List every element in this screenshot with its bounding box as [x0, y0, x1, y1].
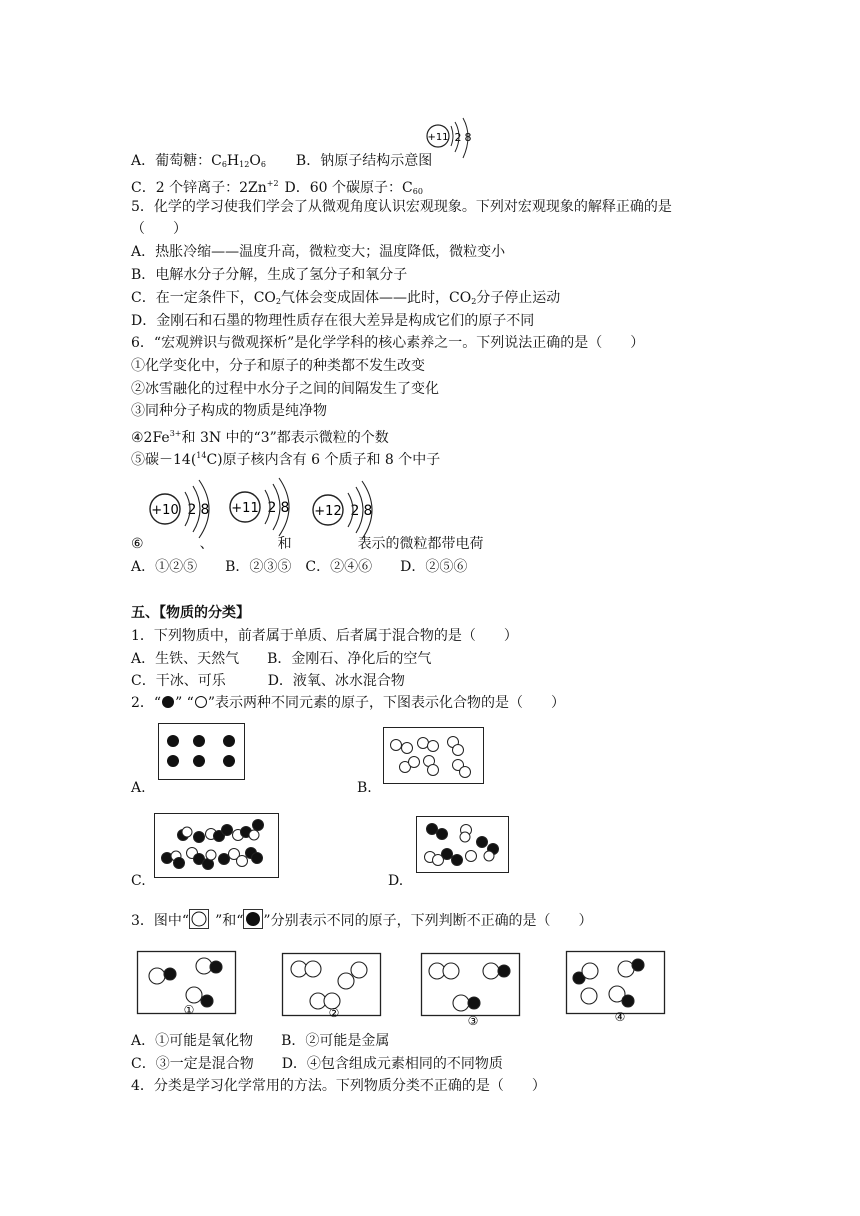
s5-q1-options-ab[interactable]: A．生铁、天然气 B．金刚石、净化后的空气 — [131, 651, 432, 667]
nucleus-label: +11 — [427, 132, 449, 143]
q6-statement-6: ⑥ 、 和 表示的微粒都带电荷 — [131, 536, 484, 552]
white-atom-icon — [189, 909, 209, 929]
section-title: 五、【物质的分类】 — [131, 605, 250, 621]
svg-text:2: 2 — [267, 500, 277, 516]
q5-option-d[interactable]: D．金刚石和石墨的物理性质存在很大差异是构成它们的原子不同 — [131, 313, 535, 329]
q2-label-b: B. — [357, 780, 372, 796]
s5-q2-stem: 2．“ ” “ ”表示两种不同元素的原子，下图表示化合物的是（ ） — [131, 695, 565, 711]
ion-diagram-ne — [147, 484, 219, 534]
ion-diagram-na — [229, 482, 301, 532]
svg-text:8: 8 — [363, 503, 373, 519]
q6-statement-3: ③同种分子构成的物质是纯净物 — [131, 403, 327, 419]
svg-text:2: 2 — [350, 503, 360, 519]
q2-box-c[interactable] — [154, 813, 280, 879]
s5-q3-options-ab[interactable]: A．①可能是氧化物 B．②可能是金属 — [131, 1033, 390, 1049]
q3-label-3: ③ — [467, 1014, 479, 1028]
q6-statement-5: ⑤碳－14($^{14}$C)原子核内含有 6 个质子和 8 个中子 — [131, 451, 441, 468]
q6-stem: 6．“宏观辨识与微观探析”是化学学科的核心素养之一。下列说法正确的是（ ） — [131, 335, 645, 351]
q2-box-d[interactable] — [416, 816, 510, 874]
shell-2-count: 8 — [464, 131, 472, 144]
q2-label-d: D. — [388, 873, 404, 889]
q6-options[interactable]: A．①②⑤ B．②③⑤ C．②④⑥ D．②⑤⑥ — [131, 559, 468, 575]
q4-option-b[interactable]: B．钠原子结构示意图 — [295, 153, 433, 169]
q2-box-a[interactable] — [158, 723, 246, 781]
q5-option-b[interactable]: B．电解水分子分解，生成了氢分子和氧分子 — [131, 267, 408, 283]
q5-option-c[interactable]: C．在一定条件下，$CO_2$气体会变成固体——此时，$CO_2$分子停止运动 — [131, 290, 561, 306]
q6-statement-2: ②冰雪融化的过程中水分子之间的间隔发生了变化 — [131, 381, 439, 397]
q3-label-2: ② — [328, 1006, 340, 1020]
q4-option-d[interactable]: D．60 个碳原子：$C_{60}$ — [284, 180, 423, 196]
q2-label-c: C. — [131, 873, 146, 889]
svg-text:2: 2 — [187, 502, 197, 518]
shell-1-count: 2 — [454, 131, 462, 144]
q4-option-c[interactable]: C．2 个锌离子：$2Zn^{+2}$ — [131, 179, 279, 196]
black-atom-icon — [243, 909, 263, 929]
q3-box-2[interactable] — [282, 953, 382, 1019]
white-atom-icon — [194, 695, 208, 709]
q5-paren: （ ） — [131, 221, 187, 237]
svg-text:+10: +10 — [151, 503, 179, 518]
svg-text:+12: +12 — [314, 504, 342, 519]
s5-q1-options-cd[interactable]: C．干冰、可乐 D．液氧、冰水混合物 — [131, 673, 405, 689]
s5-q3-stem: 3．图中“ ”和“ ”分别表示不同的原子，下列判断不正确的是（ ） — [131, 909, 593, 930]
sodium-atom-diagram — [425, 118, 475, 166]
s5-q1-stem: 1．下列物质中，前者属于单质、后者属于混合物的是（ ） — [131, 628, 518, 644]
q4-option-a[interactable]: A．葡萄糖：$C_6H_{12}O_6$ — [131, 153, 266, 169]
svg-text:+11: +11 — [231, 501, 259, 516]
q2-box-b[interactable] — [383, 727, 485, 785]
svg-text:8: 8 — [200, 502, 210, 518]
s5-q3-options-cd[interactable]: C．③一定是混合物 D．④包含组成元素相同的不同物质 — [131, 1056, 503, 1072]
ion-diagram-mg — [312, 485, 384, 535]
q3-box-1[interactable] — [137, 951, 237, 1017]
q3-box-3[interactable] — [421, 953, 521, 1027]
q6-statement-4: $④2Fe^{3+}$和 3N 中的“3”都表示微粒的个数 — [131, 429, 389, 446]
q5-stem: 5．化学的学习使我们学会了从微观角度认识宏观现象。下列对宏观现象的解释正确的是 — [131, 199, 672, 215]
q3-label-1: ① — [183, 1003, 195, 1017]
s5-q4-stem: 4．分类是学习化学常用的方法。下列物质分类不正确的是（ ） — [131, 1078, 546, 1094]
q5-option-a[interactable]: A．热胀冷缩——温度升高，微粒变大；温度降低，微粒变小 — [131, 244, 506, 260]
black-atom-icon — [161, 695, 175, 709]
q2-label-a: A. — [131, 780, 146, 796]
q6-statement-1: ①化学变化中，分子和原子的种类都不发生改变 — [131, 358, 425, 374]
q4-options-ab — [131, 152, 432, 174]
svg-text:8: 8 — [280, 500, 290, 516]
q3-box-4[interactable] — [566, 951, 666, 1025]
q3-label-4: ④ — [614, 1010, 626, 1024]
